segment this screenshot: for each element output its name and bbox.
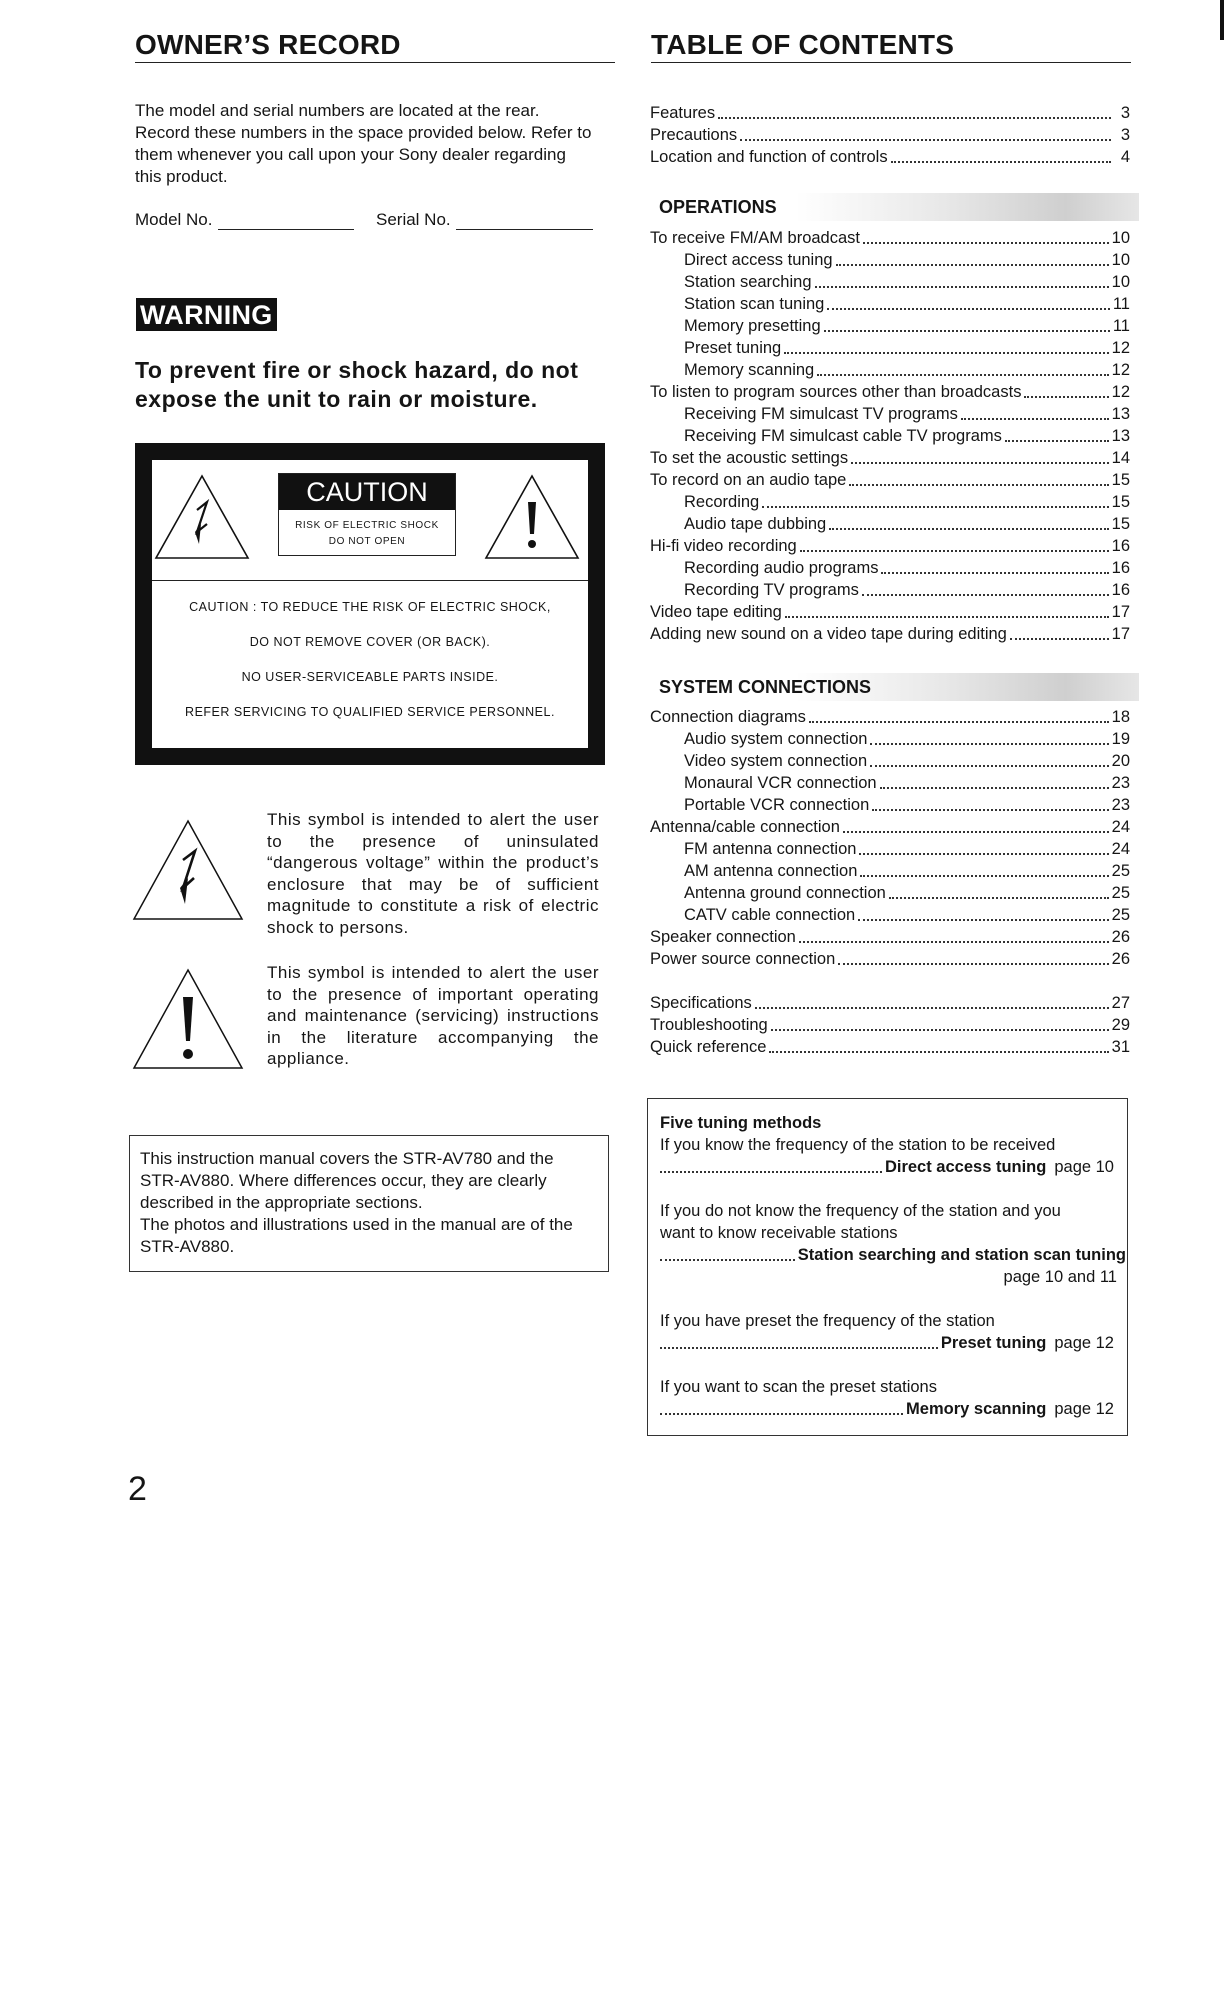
toc-entry[interactable]	[684, 316, 1130, 337]
caution-box	[135, 443, 605, 765]
toc-entry-page: 10	[1111, 251, 1130, 269]
toc-entry-page: 12	[1111, 361, 1130, 379]
lightning-warning-icon	[152, 472, 252, 564]
toc-entry-page: 17	[1111, 625, 1130, 643]
toc-entry-label: Quick reference	[650, 1038, 767, 1056]
toc-entry-label: Location and function of controls	[650, 148, 888, 166]
toc-entry-page: 12	[1111, 339, 1130, 357]
toc-entry[interactable]	[684, 404, 1130, 425]
toc-leader	[881, 572, 1108, 574]
toc-leader	[891, 161, 1111, 163]
toc-entry-label: Preset tuning	[684, 339, 782, 357]
manual-note-line-4: The photos and illustrations used in the manual are of the	[140, 1215, 573, 1234]
method-2-reference[interactable]	[660, 1245, 1126, 1266]
toc-entry-page: 16	[1111, 559, 1130, 577]
toc-entry-label: Specifications	[650, 994, 752, 1012]
toc-entry[interactable]	[684, 729, 1130, 750]
method-2-page: page 10 and 11	[1003, 1268, 1117, 1286]
toc-entry-page: 15	[1111, 515, 1130, 533]
toc-entry-label: Connection diagrams	[650, 708, 806, 726]
toc-entry-page: 26	[1111, 928, 1130, 946]
toc-leader	[660, 1171, 882, 1173]
toc-entry-page: 20	[1111, 752, 1130, 770]
toc-entry-label: Troubleshooting	[650, 1016, 768, 1034]
toc-entry[interactable]	[650, 228, 1130, 249]
toc-title: TABLE OF CONTENTS	[651, 29, 955, 60]
method-3-reference[interactable]	[660, 1333, 1114, 1354]
toc-leader	[809, 721, 1109, 723]
method-4-name: Memory scanning	[906, 1400, 1047, 1418]
method-1-reference[interactable]	[660, 1157, 1114, 1178]
toc-entry-page: 12	[1111, 383, 1130, 401]
toc-entry-page: 25	[1111, 862, 1130, 880]
toc-entry[interactable]	[650, 470, 1130, 491]
toc-entry-label: Receiving FM simulcast cable TV programs	[684, 427, 1002, 445]
toc-leader	[860, 875, 1108, 877]
toc-entry-page: 14	[1111, 449, 1130, 467]
owners-record-title: OWNER’S RECORD	[135, 29, 401, 60]
toc-leader	[829, 528, 1108, 530]
toc-leader	[880, 787, 1109, 789]
toc-leader	[870, 743, 1108, 745]
lightning-symbol-icon	[131, 818, 245, 922]
toc-entry-page: 24	[1111, 840, 1130, 858]
toc-entry-page: 3	[1120, 126, 1130, 144]
toc-leader	[824, 330, 1110, 332]
toc-leader	[784, 352, 1108, 354]
toc-entry-label: Memory presetting	[684, 317, 821, 335]
toc-entry[interactable]	[684, 294, 1130, 315]
toc-entry-page: 15	[1111, 471, 1130, 489]
toc-leader	[660, 1413, 903, 1415]
method-1-page: page 10	[1054, 1158, 1114, 1176]
method-3-page: page 12	[1054, 1334, 1114, 1352]
method-2-name: Station searching and station scan tuning	[797, 1246, 1126, 1264]
toc-entry-label: Recording	[684, 493, 760, 511]
toc-leader	[762, 506, 1108, 508]
toc-entry-page: 19	[1111, 730, 1130, 748]
toc-entry-label: Station scan tuning	[684, 295, 825, 313]
toc-leader	[838, 963, 1108, 965]
toc-entry-page: 25	[1111, 884, 1130, 902]
toc-entry-label: To set the acoustic settings	[650, 449, 849, 467]
toc-entry-label: Station searching	[684, 273, 812, 291]
toc-entry-label: Speaker connection	[650, 928, 796, 946]
do-not-open-text: DO NOT OPEN	[328, 536, 406, 547]
toc-entry[interactable]	[650, 382, 1130, 403]
toc-entry[interactable]	[650, 707, 1130, 728]
toc-leader	[849, 484, 1108, 486]
toc-entry-label: To record on an audio tape	[650, 471, 847, 489]
toc-rule	[651, 62, 1131, 63]
toc-leader	[755, 1007, 1109, 1009]
toc-leader	[1010, 638, 1109, 640]
toc-leader	[800, 550, 1109, 552]
toc-leader	[843, 831, 1109, 833]
model-no-field[interactable]	[218, 229, 354, 230]
caution-line-2: DO NOT REMOVE COVER (OR BACK).	[249, 635, 491, 649]
toc-entry-page: 16	[1111, 537, 1130, 555]
toc-leader	[961, 418, 1109, 420]
method-2-condition-line-1: If you do not know the frequency of the station and you	[660, 1202, 1061, 1220]
method-2-condition-line-2: want to know receivable stations	[660, 1224, 898, 1242]
toc-entry-label: Power source connection	[650, 950, 836, 968]
toc-entry[interactable]	[684, 883, 1130, 904]
toc-leader	[862, 594, 1109, 596]
toc-entry[interactable]	[684, 426, 1130, 447]
lightning-symbol-text: This symbol is intended to alert the user to the presence of uninsulated “dangerous voltage” within the product’s enclosure that may be of sufficient magnitude to constitute a risk of electric shock to persons.	[267, 810, 599, 937]
toc-entry-page: 11	[1112, 295, 1130, 313]
toc-entry[interactable]	[684, 360, 1130, 381]
toc-entry-page: 24	[1111, 818, 1130, 836]
toc-leader	[785, 616, 1109, 618]
toc-entry[interactable]	[650, 949, 1130, 970]
toc-entry-label: Antenna/cable connection	[650, 818, 840, 836]
manual-note-line-5: STR-AV880.	[140, 1237, 235, 1256]
toc-entry-page: 23	[1111, 774, 1130, 792]
toc-entry[interactable]	[684, 338, 1130, 359]
toc-entry[interactable]	[650, 448, 1130, 469]
toc-entry-page: 25	[1111, 906, 1130, 924]
toc-entry-label: Memory scanning	[684, 361, 815, 379]
toc-entry[interactable]	[650, 993, 1130, 1014]
toc-leader	[1024, 396, 1108, 398]
toc-entry[interactable]	[684, 558, 1130, 579]
toc-entry-label: Recording TV programs	[684, 581, 859, 599]
exclamation-warning-icon	[482, 472, 582, 564]
manual-note-line-1: This instruction manual covers the STR-AV780 and the	[140, 1149, 554, 1168]
toc-entry-page: 3	[1120, 104, 1130, 122]
operations-section-header: OPERATIONS	[649, 193, 1139, 221]
toc-entry-page: 13	[1111, 427, 1130, 445]
toc-leader	[863, 242, 1109, 244]
tuning-methods-title: Five tuning methods	[660, 1114, 822, 1132]
toc-leader	[851, 462, 1109, 464]
caution-divider	[152, 580, 588, 581]
toc-entry-precautions[interactable]	[650, 125, 1130, 146]
toc-leader	[799, 941, 1109, 943]
toc-entry-label: Monaural VCR connection	[684, 774, 877, 792]
toc-entry-label: Receiving FM simulcast TV programs	[684, 405, 958, 423]
toc-entry[interactable]	[650, 1037, 1130, 1058]
page-number: 2	[128, 1470, 147, 1508]
toc-entry-page: 15	[1111, 493, 1130, 511]
manual-note-box	[129, 1135, 609, 1272]
toc-leader	[859, 853, 1108, 855]
toc-entry[interactable]	[684, 795, 1130, 816]
toc-entry-page: 10	[1111, 229, 1130, 247]
toc-entry-page: 4	[1120, 148, 1130, 166]
toc-entry-page: 29	[1111, 1016, 1130, 1034]
toc-entry-controls[interactable]	[650, 147, 1130, 168]
toc-entry[interactable]	[650, 536, 1130, 557]
scan-edge-mark	[1220, 0, 1224, 40]
toc-leader	[660, 1259, 795, 1261]
toc-entry-page: 23	[1111, 796, 1130, 814]
toc-leader	[889, 897, 1109, 899]
toc-leader	[718, 117, 1111, 119]
toc-leader	[836, 264, 1109, 266]
toc-leader	[740, 139, 1111, 141]
toc-leader	[817, 374, 1108, 376]
toc-leader	[872, 809, 1108, 811]
warning-badge: WARNING	[136, 298, 277, 331]
toc-entry-label: To receive FM/AM broadcast	[650, 229, 860, 247]
toc-leader	[769, 1051, 1108, 1053]
toc-entry[interactable]	[650, 1015, 1130, 1036]
toc-entry-label: Video system connection	[684, 752, 868, 770]
toc-entry[interactable]	[684, 751, 1130, 772]
toc-entry-label: AM antenna connection	[684, 862, 858, 880]
toc-entry-label: Recording audio programs	[684, 559, 879, 577]
toc-leader	[858, 919, 1108, 921]
owners-record-intro: The model and serial numbers are located at the rear. Record these numbers in the space provided below. Refer to them whenever you call upon your Sony dealer regarding this product.	[135, 101, 592, 186]
hazard-warning-text: To prevent fire or shock hazard, do not expose the unit to rain or moisture.	[135, 357, 579, 412]
toc-entry-page: 16	[1111, 581, 1130, 599]
method-4-reference[interactable]	[660, 1399, 1114, 1420]
toc-entry-page: 18	[1111, 708, 1130, 726]
toc-entry[interactable]	[684, 839, 1130, 860]
toc-entry-label: Hi-fi video recording	[650, 537, 797, 555]
method-3-name: Preset tuning	[940, 1334, 1047, 1352]
toc-entry-page: 10	[1111, 273, 1130, 291]
tuning-methods-box	[647, 1098, 1128, 1436]
toc-entry-page: 31	[1111, 1038, 1130, 1056]
toc-entry-label: To listen to program sources other than broadcasts	[650, 383, 1022, 401]
caution-line-3: NO USER-SERVICEABLE PARTS INSIDE.	[241, 670, 499, 684]
exclamation-symbol-text: This symbol is intended to alert the user to the presence of important operating and maintenance (servicing) instructions in the literature accompanying the appliance.	[267, 963, 599, 1068]
toc-entry[interactable]	[684, 580, 1130, 601]
toc-entry-page: 17	[1111, 603, 1130, 621]
toc-entry-label: Antenna ground connection	[684, 884, 886, 902]
caution-title: CAUTION	[279, 474, 455, 510]
toc-entry[interactable]	[684, 773, 1130, 794]
method-1-name: Direct access tuning	[884, 1158, 1047, 1176]
toc-leader	[815, 286, 1109, 288]
serial-no-label: Serial No.	[376, 210, 451, 229]
method-4-page: page 12	[1054, 1400, 1114, 1418]
system-connections-section-header: SYSTEM CONNECTIONS	[649, 673, 1139, 701]
model-no-label: Model No.	[135, 210, 213, 229]
toc-leader	[870, 765, 1109, 767]
caution-box-inner	[152, 460, 588, 748]
toc-entry[interactable]	[684, 514, 1130, 535]
toc-entry[interactable]	[684, 905, 1130, 926]
toc-leader	[771, 1029, 1109, 1031]
toc-entry-page: 11	[1112, 317, 1130, 335]
toc-entry-page: 27	[1111, 994, 1130, 1012]
caution-label	[278, 473, 456, 556]
risk-of-shock-text: RISK OF ELECTRIC SHOCK	[295, 520, 439, 531]
toc-entry-label: Adding new sound on a video tape during editing	[650, 625, 1007, 643]
toc-entry[interactable]	[650, 817, 1130, 838]
method-4-condition: If you want to scan the preset stations	[660, 1378, 937, 1396]
exclamation-symbol-icon	[131, 967, 245, 1071]
owners-record-rule	[135, 62, 615, 63]
toc-entry-page: 13	[1111, 405, 1130, 423]
caution-line-1: CAUTION : TO REDUCE THE RISK OF ELECTRIC SHOCK,	[189, 600, 551, 614]
toc-entry-label: Direct access tuning	[684, 251, 833, 269]
method-1-condition: If you know the frequency of the station to be received	[660, 1136, 1056, 1154]
toc-entry-label: Audio system connection	[684, 730, 868, 748]
toc-entry[interactable]	[684, 272, 1130, 293]
toc-entry-page: 26	[1111, 950, 1130, 968]
toc-entry[interactable]	[650, 624, 1130, 645]
caution-line-4: REFER SERVICING TO QUALIFIED SERVICE PERSONNEL.	[185, 705, 555, 719]
toc-entry[interactable]	[684, 861, 1130, 882]
toc-entry-label: Features	[650, 104, 716, 122]
toc-entry-label: Precautions	[650, 126, 738, 144]
toc-entry[interactable]	[684, 492, 1130, 513]
toc-entry[interactable]	[650, 602, 1130, 623]
toc-entry-label: Audio tape dubbing	[684, 515, 827, 533]
manual-note-line-3: described in the appropriate sections.	[140, 1193, 423, 1212]
method-3-condition: If you have preset the frequency of the station	[660, 1312, 995, 1330]
manual-note-line-2: STR-AV880. Where differences occur, they are clearly	[140, 1171, 547, 1190]
toc-entry[interactable]	[684, 250, 1130, 271]
toc-entry-label: Portable VCR connection	[684, 796, 870, 814]
toc-leader	[1005, 440, 1109, 442]
toc-leader	[827, 308, 1110, 310]
toc-entry-label: Video tape editing	[650, 603, 782, 621]
toc-entry-label: CATV cable connection	[684, 906, 856, 924]
serial-no-field[interactable]	[456, 229, 593, 230]
toc-entry-label: FM antenna connection	[684, 840, 857, 858]
toc-leader	[660, 1347, 938, 1349]
toc-entry-features[interactable]	[650, 103, 1130, 124]
toc-entry[interactable]	[650, 927, 1130, 948]
